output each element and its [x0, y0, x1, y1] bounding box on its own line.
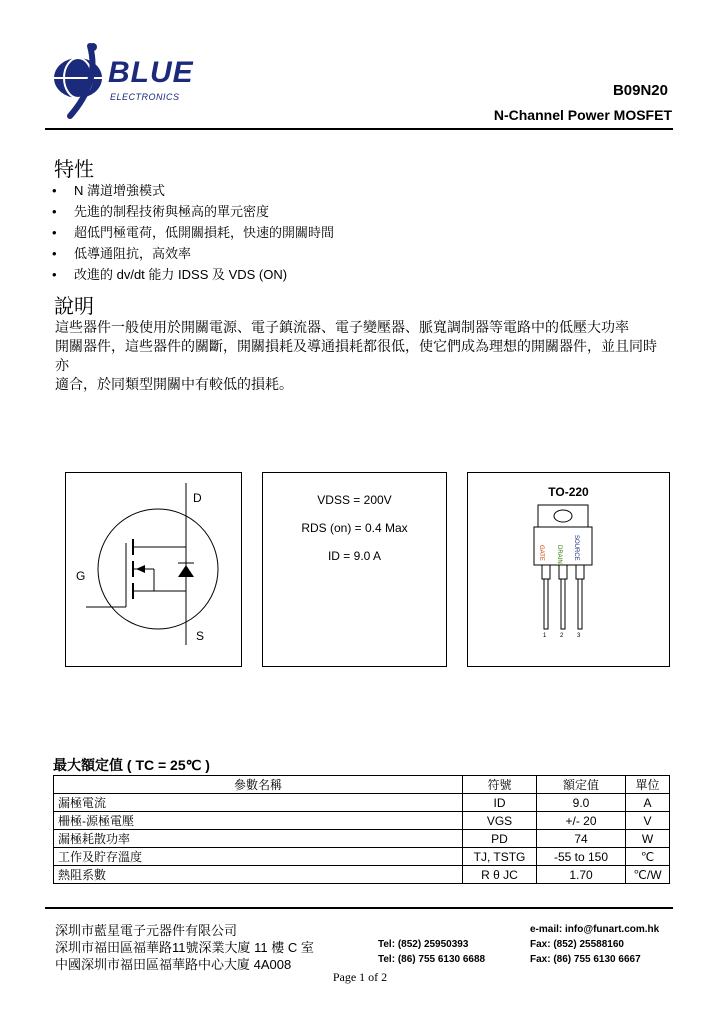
- key-specs-box: [262, 472, 447, 667]
- header-cell: 單位: [626, 776, 670, 794]
- vdss-spec: VDSS = 200V: [317, 493, 392, 507]
- source-label: S: [196, 629, 205, 643]
- gate-label: G: [76, 569, 86, 583]
- part-number: B09N20: [612, 82, 668, 99]
- package-name: TO-220: [548, 485, 589, 499]
- param-symbol: VGS: [463, 812, 537, 830]
- feature-item: • 先進的制程技術與極高的單元密度: [52, 201, 334, 222]
- phone-cn: Tel: (86) 755 6130 6688: [378, 954, 486, 965]
- param-value: -55 to 150: [537, 848, 626, 866]
- company-name: 深圳市藍星電子元器件有限公司: [55, 923, 238, 938]
- param-unit: V: [626, 812, 670, 830]
- header-divider: [45, 128, 673, 130]
- email-contact: e-mail: info@funart.com.hk: [530, 924, 660, 935]
- ratings-title: 最大額定值 ( TC = 25℃ ): [53, 757, 210, 773]
- header-cell: 符號: [463, 776, 537, 794]
- table-row: [54, 812, 670, 830]
- header-cell: 參數名稱: [54, 776, 463, 794]
- id-spec: ID = 9.0 A: [327, 549, 382, 563]
- table-row: [54, 866, 670, 884]
- param-value: 74: [537, 830, 626, 848]
- param-name: 熱阻系數: [54, 866, 463, 884]
- features-title: 特性: [54, 159, 94, 181]
- description-line: 這些器件一般使用於開關電源、電子鎮流器、電子變壓器、脈寬調制器等電路中的低壓大功率: [55, 319, 629, 335]
- brand-logo: [50, 42, 210, 122]
- ratings-table: [53, 775, 670, 884]
- brand-name: BLUE: [108, 56, 194, 89]
- param-unit: W: [626, 830, 670, 848]
- pin-number: 2: [560, 633, 564, 639]
- rds-on-spec: RDS (on) = 0.4 Max: [301, 521, 408, 535]
- fax-hk: Fax: (852) 25588160: [530, 939, 624, 950]
- param-value: 9.0: [537, 794, 626, 812]
- company-address: 深圳市福田區福華路11號深業大廈 11 樓 C 室: [55, 940, 314, 955]
- param-symbol: PD: [463, 830, 537, 848]
- param-symbol: ID: [463, 794, 537, 812]
- footer-divider: [45, 907, 673, 909]
- feature-item: • N 溝道增強模式: [52, 180, 334, 201]
- param-symbol: R θ JC: [463, 866, 537, 884]
- pin-number: 3: [577, 633, 581, 639]
- feature-item: • 超低門極電荷，低開關損耗，快速的開關時間: [52, 222, 334, 243]
- param-name: 柵極-源極電壓: [54, 812, 463, 830]
- param-unit: A: [626, 794, 670, 812]
- param-value: 1.70: [537, 866, 626, 884]
- pin-label-gate: GATE: [538, 545, 544, 561]
- param-value: +/- 20: [537, 812, 626, 830]
- description-line: 開關器件，這些器件的關斷，開關損耗及導通損耗都很低，使它們成為理想的開關器件，並且同時亦: [55, 338, 657, 373]
- brand-tagline: ELECTRONICS: [110, 92, 180, 102]
- description-body: [55, 318, 670, 394]
- pin-label-drain: DRAIN: [556, 545, 562, 564]
- feature-item: • 改進的 dv/dt 能力 IDSS 及 VDS (ON): [52, 264, 334, 285]
- param-unit: ℃: [626, 848, 670, 866]
- header-cell: 額定值: [537, 776, 626, 794]
- page-number: Page 1 of 2: [332, 970, 388, 984]
- mosfet-symbol-icon: [66, 473, 241, 666]
- feature-item: • 低導通阻抗，高效率: [52, 243, 334, 264]
- table-row: [54, 848, 670, 866]
- param-name: 工作及貯存溫度: [54, 848, 463, 866]
- param-name: 漏極耗散功率: [54, 830, 463, 848]
- param-unit: ℃/W: [626, 866, 670, 884]
- package-box: [467, 472, 670, 667]
- param-symbol: TJ, TSTG: [463, 848, 537, 866]
- table-header-row: [54, 776, 670, 794]
- drain-label: D: [193, 491, 202, 505]
- table-row: [54, 794, 670, 812]
- description-line: 適合，於同類型開關中有較低的損耗。: [55, 376, 293, 392]
- company-address: 中國深圳市福田區福華路中心大廈 4A008: [55, 957, 292, 972]
- pin-number: 1: [543, 633, 547, 639]
- phone-hk: Tel: (852) 25950393: [378, 939, 469, 950]
- param-name: 漏極電流: [54, 794, 463, 812]
- to220-package-icon: [468, 473, 669, 666]
- features-list: [52, 180, 334, 285]
- document-subtitle: N-Channel Power MOSFET: [493, 107, 672, 123]
- fax-cn: Fax: (86) 755 6130 6667: [530, 954, 641, 965]
- description-title: 說明: [54, 296, 94, 318]
- pin-label-source: SOURCE: [573, 535, 579, 561]
- table-row: [54, 830, 670, 848]
- mosfet-schematic-box: [65, 472, 242, 667]
